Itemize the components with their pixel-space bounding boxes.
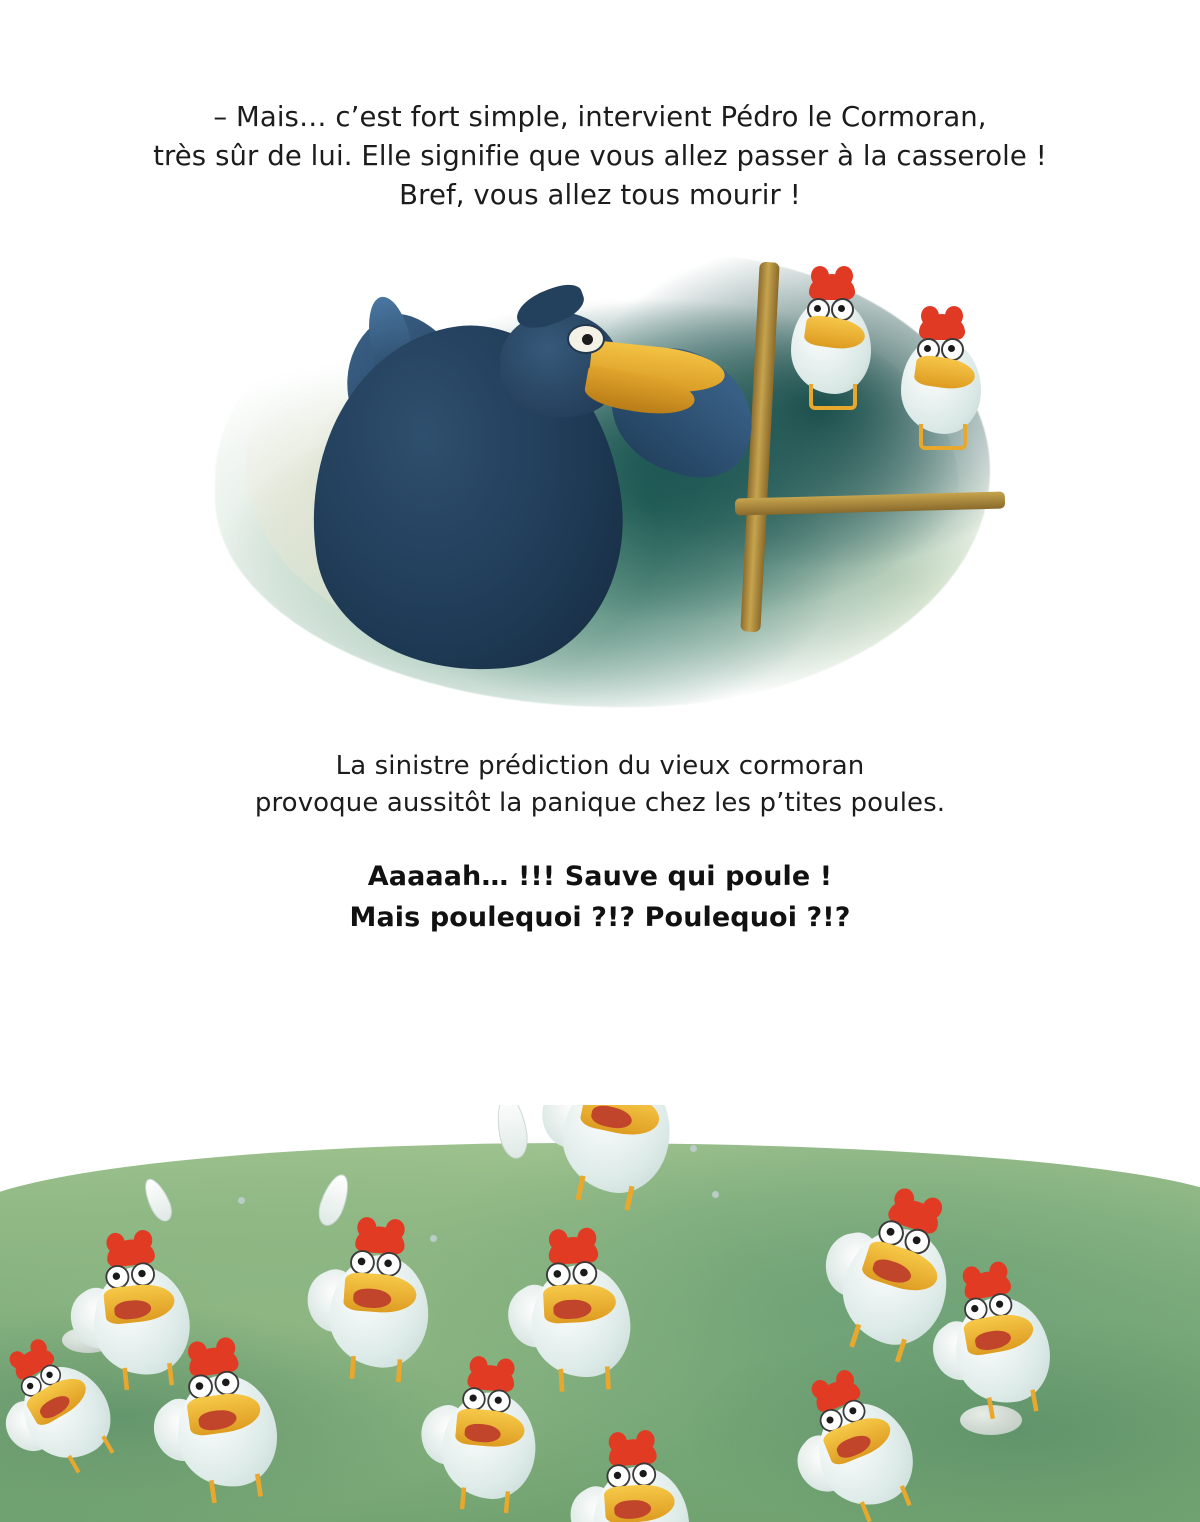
hen-open-mouth (553, 1299, 592, 1320)
panicking-hen (318, 1215, 443, 1379)
hen-comb (608, 1438, 658, 1467)
hen-open-mouth (464, 1423, 501, 1444)
panicking-hen (158, 1332, 293, 1503)
paragraph-shout (0, 857, 1200, 938)
paragraph-top-line-3: Bref, vous allez tous mourir ! (399, 179, 801, 212)
perched-hen-right (895, 312, 987, 442)
hen-open-mouth (974, 1328, 1013, 1352)
paragraph-shout-line-2: Mais poulequoi ?!? Poulequoi ?!? (349, 901, 851, 933)
dust-speck (238, 1197, 245, 1204)
paragraph-top-line-1: – Mais… c’est fort simple, intervient Pédro le Cormoran, (213, 101, 987, 133)
hen-comb (809, 274, 855, 300)
hen-legs (558, 1366, 610, 1391)
paragraph-shout-line-1: Aaaaah… !!! Sauve qui poule ! (367, 861, 833, 892)
hen-open-mouth (590, 1105, 634, 1132)
hen-comb (919, 314, 965, 340)
illustration-cormorant-and-hens (215, 252, 990, 707)
hen-legs (350, 1356, 403, 1382)
paragraph-middle (0, 748, 1200, 822)
hen-open-mouth (614, 1499, 652, 1520)
hen-feet (809, 384, 857, 410)
panicking-hen (430, 1354, 551, 1511)
dust-speck (690, 1145, 697, 1152)
hen-open-mouth (114, 1299, 153, 1321)
hen-legs (460, 1487, 510, 1513)
paragraph-middle-line-1: La sinistre prédiction du vieux cormoran (335, 751, 865, 781)
perched-hen-left (785, 272, 877, 402)
hen-comb (548, 1236, 599, 1265)
hen-open-mouth (353, 1288, 392, 1310)
panicking-hen (580, 1428, 701, 1522)
paragraph-top-line-2: très sûr de lui. Elle signifie que vous allez passer à la casserole ! (153, 140, 1047, 173)
hen-open-mouth (198, 1408, 238, 1432)
illustration-panicking-hens (0, 1105, 1200, 1522)
hen-feet (919, 424, 967, 450)
dust-speck (712, 1191, 719, 1198)
paragraph-middle-line-2: provoque aussitôt la panique chez les p’tites poules. (254, 787, 946, 818)
cormorant-eye (567, 324, 605, 354)
paragraph-top (0, 98, 1200, 215)
